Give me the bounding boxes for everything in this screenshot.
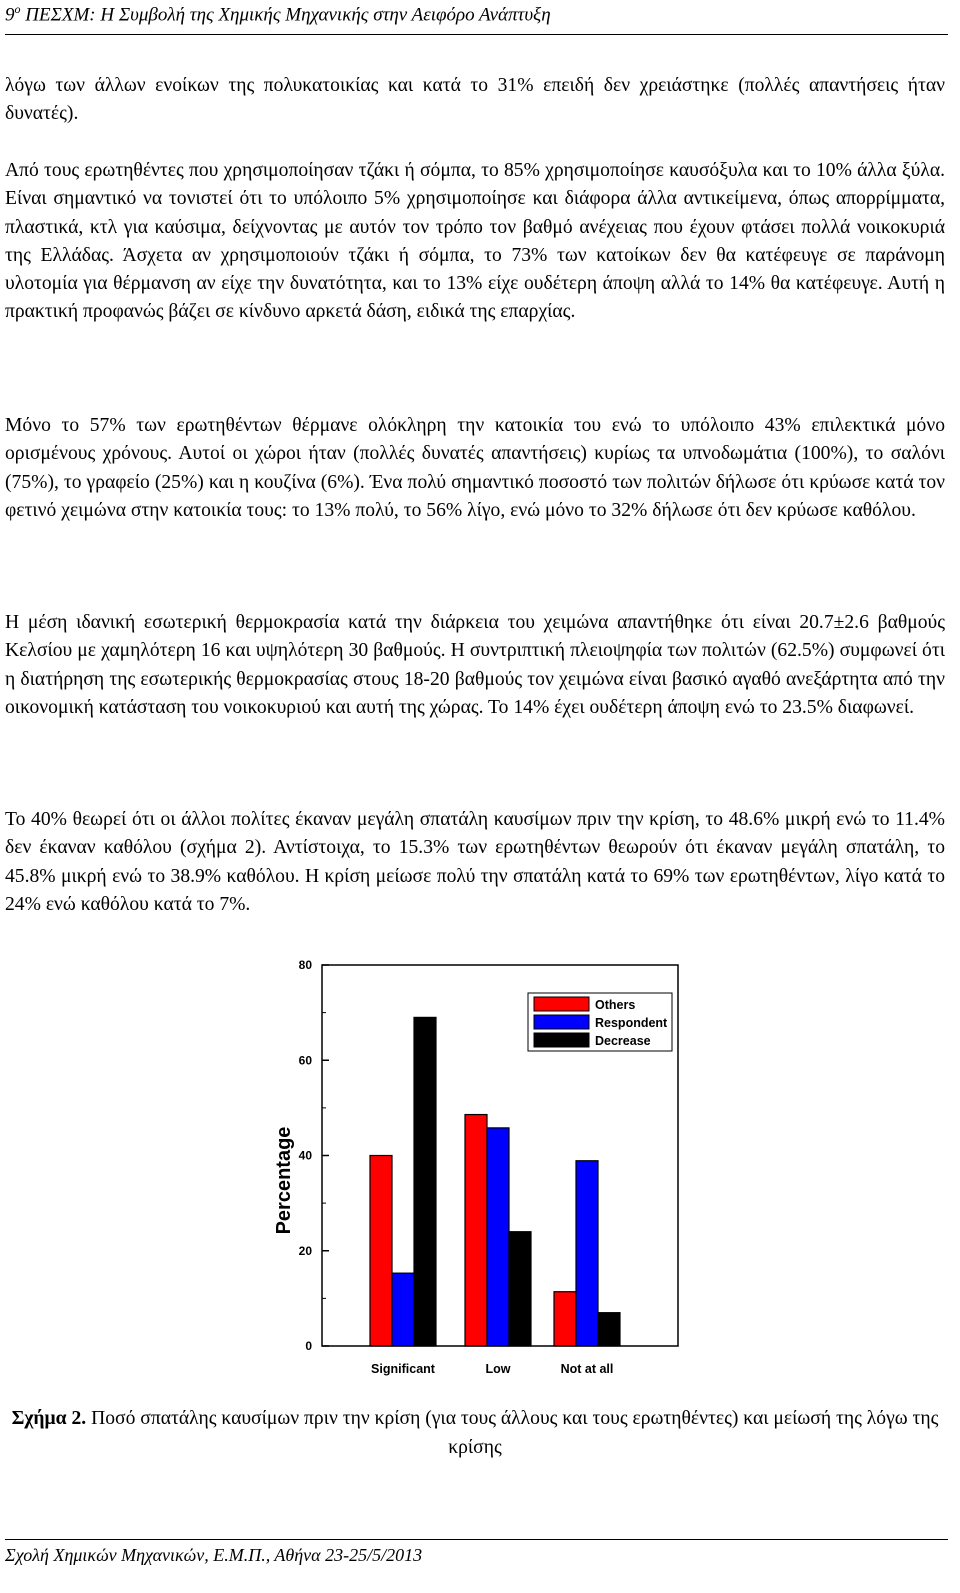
paragraph: Μόνο το 57% των ερωτηθέντων θέρμανε ολόκληρη την κατοικία του ενώ το υπόλοιπο 43% επιλεκτικά μόνο ορισμένους χρόνους. Αυτοί οι χώροι ήταν (πολλές δυνατές απαντήσεις) κυρίως τα υπνοδωμάτια (100%), το σαλόνι (75%), το γραφείο (25%) και η κουζίνα (6%). Ένα πολύ σημαντικό ποσοστό των πολιτών δήλωσε ότι κρύωσε κατά τον φετινό χειμώνα στην κατοικία τους: το 13% πολύ, το 56% λίγο, ενώ μόνο το 32% δήλωσε ότι δεν κρύωσε καθόλου. [5, 415, 945, 521]
legend-swatch-decrease [534, 1033, 589, 1047]
x-tick-label: Low [485, 1362, 511, 1376]
y-axis-label: Percentage [273, 1126, 295, 1235]
paragraph: λόγω των άλλων ενοίκων της πολυκατοικίας και κατά το 31% επειδή δεν χρειάστηκε (πολλές απαντήσεις ήταν δυνατές). [5, 75, 945, 125]
x-tick-label: Significant [371, 1362, 435, 1376]
paragraph: Το 40% θεωρεί ότι οι άλλοι πολίτες έκαναν μεγάλη σπατάλη καυσίμων πριν την κρίση, το 48.6% μικρή ενώ το 11.4% δεν έκαναν καθόλου (σχήμα 2). Αντίστοιχα, το 15.3% των ερωτηθέντων θεωρούν ότι έκαναν μεγάλη σπατάλη, το 45.8% μικρή ενώ το 38.9% καθόλου. Η κρίση μείωσε πολύ την σπατάλη κατά το 69% των ερωτηθέντων, λίγο κατά το 24% ενώ καθόλου κατά το 7%. [5, 809, 945, 915]
footer-rule [5, 1539, 948, 1540]
bar-respondent [576, 1161, 598, 1346]
page-footer: Σχολή Χημικών Μηχανικών, Ε.Μ.Π., Αθήνα 23-25/5/2013 [5, 1545, 423, 1565]
y-tick-label: 0 [305, 1339, 312, 1353]
bar-chart [260, 955, 700, 1395]
legend-label: Decrease [595, 1034, 651, 1048]
page-header [5, 2, 945, 26]
header-rule [5, 34, 948, 35]
legend-label: Others [595, 998, 636, 1012]
bar-decrease [598, 1313, 620, 1346]
y-tick-label: 40 [298, 1148, 312, 1163]
legend-swatch-respondent [534, 1015, 589, 1029]
conference-title: ΠΕΣΧΜ: Η Συμβολή της Χημικής Μηχανικής στην Αειφόρο Ανάπτυξη [20, 4, 551, 26]
ordinal-superscript: ο [14, 2, 21, 16]
bar-decrease [414, 1017, 436, 1346]
bar-decrease [509, 1232, 531, 1346]
paragraph: Από τους ερωτηθέντες που χρησιμοποίησαν τζάκι ή σόμπα, το 85% χρησιμοποίησε καυσόξυλα και το 10% άλλα ξύλα. Είναι σημαντικό να τονιστεί ότι το υπόλοιπο 5% χρησιμοποίησε και διάφορα άλλα αντικείμενα, όπως απορρίμματα, πλαστικά, κτλ για καύσιμα, δείχνοντας με αυτόν τον τρόπο τον βαθμό ανέχειας που έχουν φτάσει πολλά νοικοκυριά της Ελλάδας. Άσχετα αν χρησιμοποιούν τζάκι ή σόμπα, το 73% των κατοίκων δεν θα κατέφευγε σε παράνομη υλοτομία για θέρμανση αν είχε την δυνατότητα, και το 13% είχε ουδέτερη άποψη αλλά το 14% θα κατέφευγε. Αυτή η πρακτική προφανώς βάζει σε κίνδυνο αρκετά δάση, ειδικά της επαρχίας. [5, 160, 945, 323]
bar-others [370, 1156, 392, 1347]
y-tick-label: 20 [298, 1243, 312, 1258]
bar-others [465, 1115, 487, 1346]
x-tick-label: Not at all [560, 1362, 614, 1376]
paragraph: Η μέση ιδανική εσωτερική θερμοκρασία κατά την διάρκεια του χειμώνα απαντήθηκε ότι είναι 20.7±2.6 βαθμούς Κελσίου με χαμηλότερη 16 και υψηλότερη 30 βαθμούς. Η συντριπτική πλειοψηφία των πολιτών (62.5%) συμφωνεί ότι η διατήρηση της εσωτερικής θερμοκρασίας στους 18-20 βαθμούς τον χειμώνα είναι βασικό αγαθό ανεξάρτητα από την οικονομική κατάσταση του νοικοκυριού και αυτή της χώρας. Το 14% έχει ουδέτερη άποψη ενώ το 23.5% διαφωνεί. [5, 612, 945, 718]
legend-label: Respondent [595, 1016, 668, 1030]
figure-caption [5, 1404, 945, 1462]
bar-others [554, 1292, 576, 1346]
bar-respondent [392, 1273, 414, 1346]
legend-swatch-others [534, 997, 589, 1011]
caption-text: Ποσό σπατάλης καυσίμων πριν την κρίση (για τους άλλους και τους ερωτηθέντες) και μείωσή της λόγω της κρίσης [86, 1408, 939, 1458]
conference-number: 9 [5, 4, 15, 26]
caption-label: Σχήμα 2. [11, 1408, 87, 1429]
bar-respondent [487, 1128, 509, 1346]
y-tick-label: 60 [298, 1053, 312, 1068]
y-tick-label: 80 [298, 958, 312, 972]
